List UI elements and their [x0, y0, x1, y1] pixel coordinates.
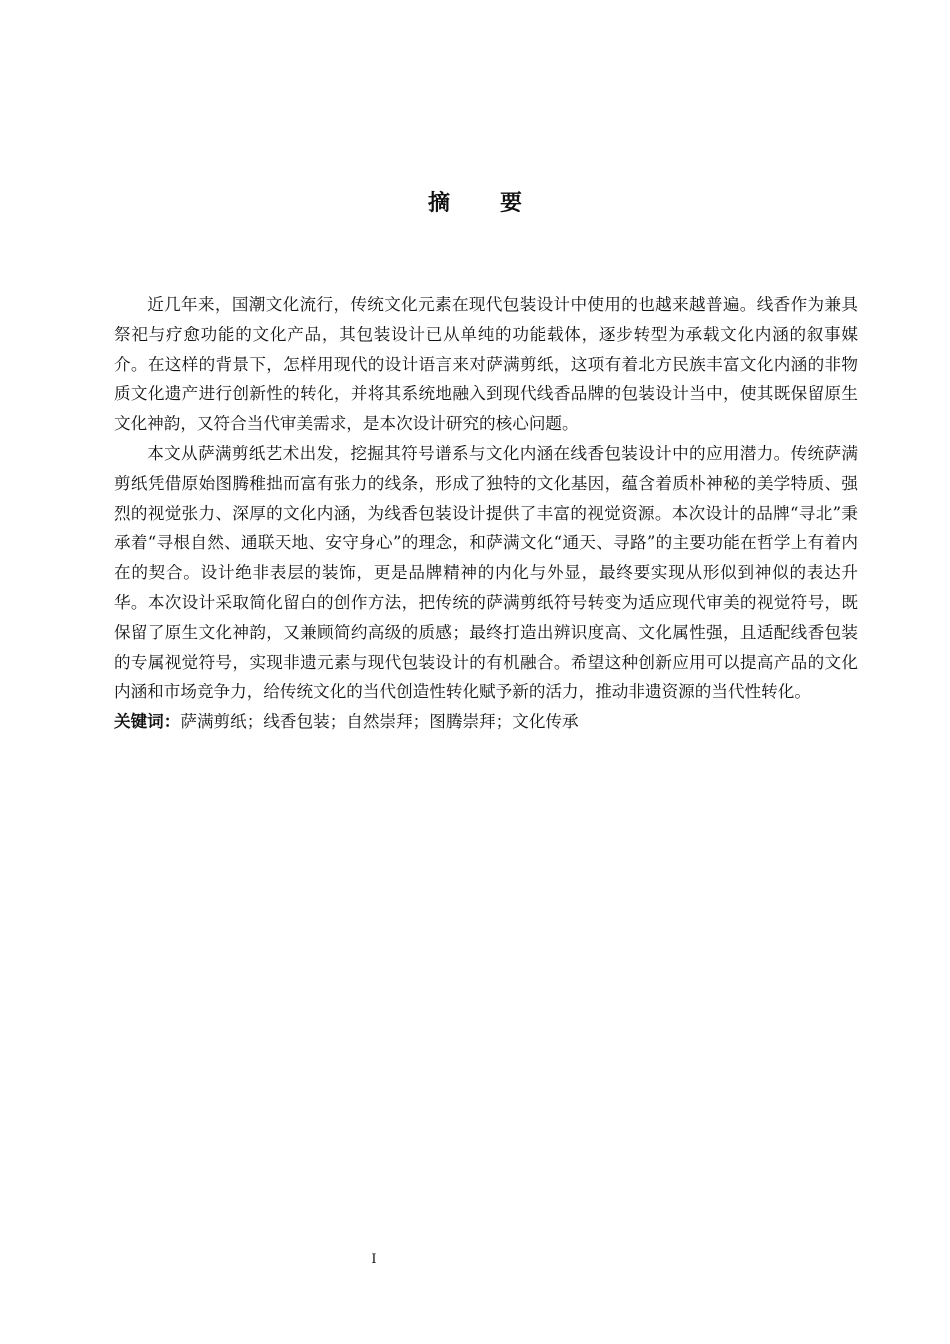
abstract-paragraph-2: 本文从萨满剪纸艺术出发，挖掘其符号谱系与文化内涵在线香包装设计中的应用潜力。传统萨满剪纸凭借原始图腾稚拙而富有张力的线条，形成了独特的文化基因，蕴含着质朴神秘的美学特质、强烈的视觉张力、深厚的文化内涵，为线香包装设计提供了丰富的视觉资源。本次设计的品牌“寻北”秉承着“寻根自然、通联天地、安守身心”的理念，和萨满文化“通天、寻路”的主要功能在哲学上有着内在的契合。设计绝非表层的装饰，更是品牌精神的内化与外显，最终要实现从形似到神似的表达升华。本次设计采取简化留白的创作方法，把传统的萨满剪纸符号转变为适应现代审美的视觉符号，既保留了原生文化神韵，又兼顾简约高级的质感；最终打造出辨识度高、文化属性强，且适配线香包装的专属视觉符号，实现非遗元素与现代包装设计的有机融合。希望这种创新应用可以提高产品的文化内涵和市场竞争力，给传统文化的当代创造性转化赋予新的活力，推动非遗资源的当代性转化。: [114, 443, 858, 702]
title-char-2: 要: [500, 191, 523, 216]
keywords-text: 萨满剪纸；线香包装；自然崇拜；图腾崇拜；文化传承: [180, 712, 579, 732]
page-number: I: [371, 1252, 377, 1267]
abstract-body: [114, 290, 858, 737]
title-char-1: 摘: [427, 191, 450, 216]
keywords-label: 关键词：: [114, 712, 181, 732]
abstract-title: [0, 188, 950, 220]
abstract-paragraph-1: 近几年来，国潮文化流行，传统文化元素在现代包装设计中使用的也越来越普遍。线香作为兼具祭祀与疗愈功能的文化产品，其包装设计已从单纯的功能载体，逐步转型为承载文化内涵的叙事媒介。在这样的背景下，怎样用现代的设计语言来对萨满剪纸，这项有着北方民族丰富文化内涵的非物质文化遗产进行创新性的转化，并将其系统地融入到现代线香品牌的包装设计当中，使其既保留原生文化神韵，又符合当代审美需求，是本次设计研究的核心问题。: [114, 295, 858, 434]
keywords-line: [114, 707, 858, 737]
